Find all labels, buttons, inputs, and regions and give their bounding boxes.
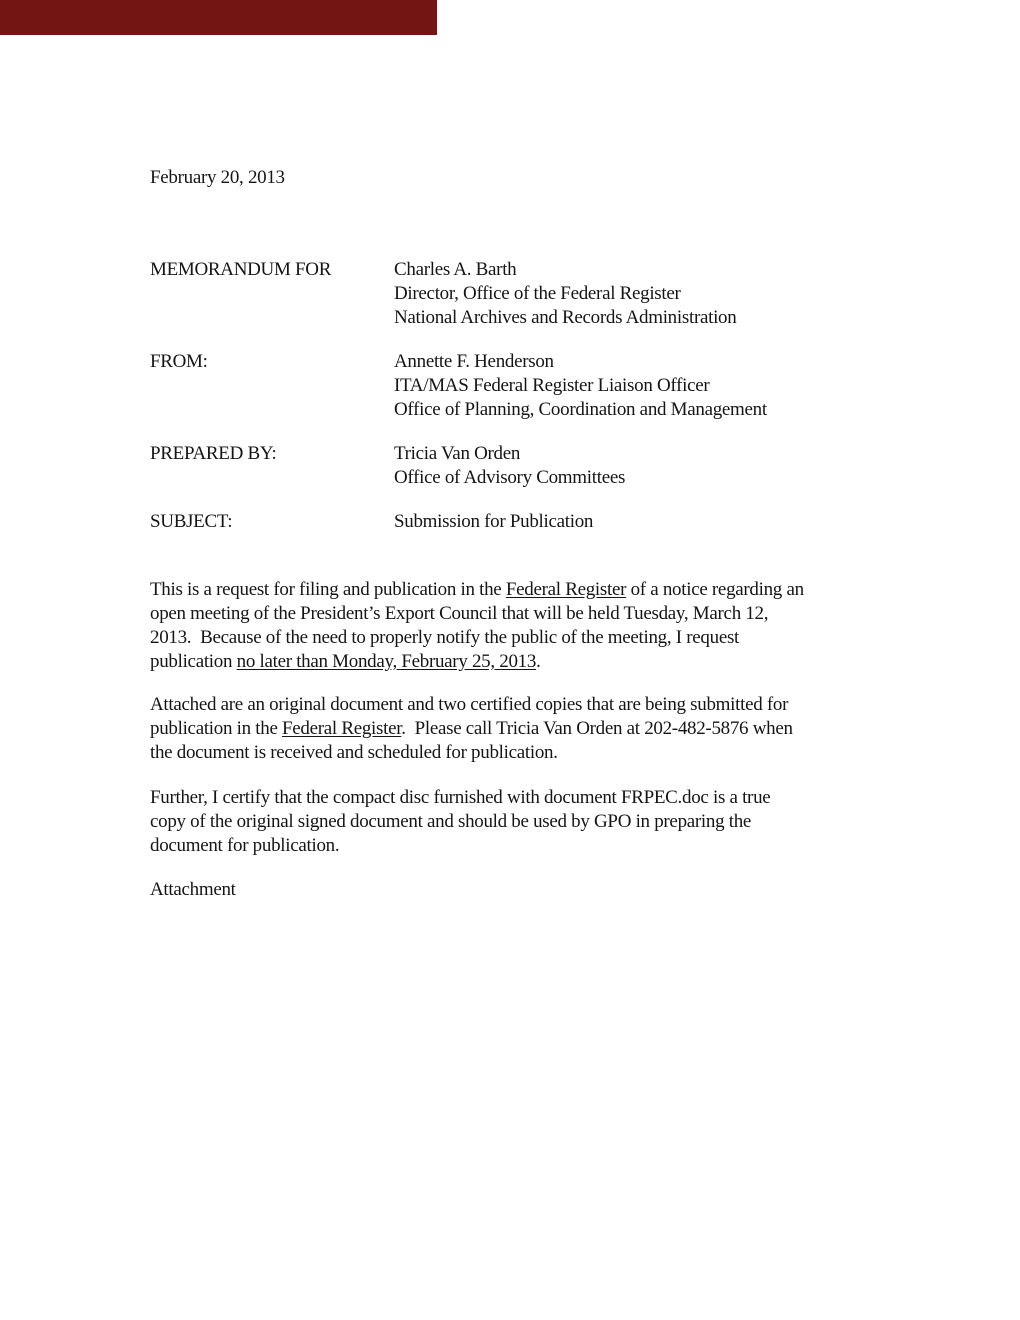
paragraph-line: [150, 786, 910, 810]
underlined-phrase: no later than Monday, February 25, 2013: [236, 651, 537, 672]
paragraph-line: [150, 741, 910, 765]
text-run: publication: [150, 651, 237, 672]
memo-value-line: Office of Advisory Committees: [394, 467, 626, 488]
paragraph-request: [150, 578, 910, 674]
memo-label: PREPARED BY:: [150, 443, 277, 464]
attachment-label: Attachment: [150, 879, 236, 900]
memo-value-line: Tricia Van Orden: [394, 443, 521, 464]
paragraph-line: [150, 717, 910, 741]
top-header-bar: [0, 0, 437, 35]
memo-value-line: National Archives and Records Administration: [394, 307, 737, 328]
paragraph-line: [150, 810, 910, 834]
date-line: February 20, 2013: [150, 167, 285, 188]
text-run: This is a request for filing and publication in the: [150, 579, 506, 600]
paragraph-line: [150, 602, 910, 626]
memo-values: [394, 350, 767, 422]
underlined-phrase: Federal Register: [505, 579, 627, 600]
text-run: the document is received and scheduled for publication.: [150, 742, 558, 763]
memo-row-memorandum-for: [150, 258, 736, 330]
memo-value-line: Director, Office of the Federal Register: [394, 283, 681, 304]
memo-row-from: [150, 350, 767, 422]
paragraph-attached: [150, 693, 910, 765]
memo-row-subject: [150, 510, 593, 534]
memo-values: [394, 258, 736, 330]
text-run: publication in the: [150, 718, 283, 739]
memo-value-line: Office of Planning, Coordination and Management: [394, 399, 767, 420]
text-run: open meeting of the President’s Export Council that will be held Tuesday, March 12,: [150, 603, 769, 624]
memo-value-line: Submission for Publication: [394, 511, 594, 532]
memo-value-line: Annette F. Henderson: [394, 351, 554, 372]
memo-label: FROM:: [150, 351, 208, 372]
text-run: document for publication.: [150, 835, 340, 856]
memo-label: SUBJECT:: [150, 511, 233, 532]
memo-value-line: Charles A. Barth: [394, 259, 517, 280]
text-run: Further, I certify that the compact disc furnished with document FRPEC.doc is a true: [150, 787, 771, 808]
memo-values: [394, 510, 593, 534]
text-run: of a notice regarding an: [626, 579, 804, 600]
memo-row-prepared-by: [150, 442, 625, 490]
text-run: .: [536, 651, 541, 672]
memo-values: [394, 442, 625, 490]
text-run: . Please call Tricia Van Orden at 202-482-5876 when: [401, 718, 793, 739]
underlined-phrase: Federal Register: [282, 718, 402, 739]
text-run: copy of the original signed document and should be used by GPO in preparing the: [150, 811, 752, 832]
paragraph-line: [150, 693, 910, 717]
paragraph-certify: [150, 786, 910, 858]
paragraph-line: [150, 578, 910, 602]
paragraph-line: [150, 626, 910, 650]
memo-label: MEMORANDUM FOR: [150, 259, 332, 280]
text-run: 2013. Because of the need to properly notify the public of the meeting, I request: [150, 627, 740, 648]
memo-value-line: ITA/MAS Federal Register Liaison Officer: [394, 375, 710, 396]
paragraph-line: [150, 650, 910, 674]
paragraph-line: [150, 834, 910, 858]
text-run: Attached are an original document and two certified copies that are being submitted for: [150, 694, 789, 715]
